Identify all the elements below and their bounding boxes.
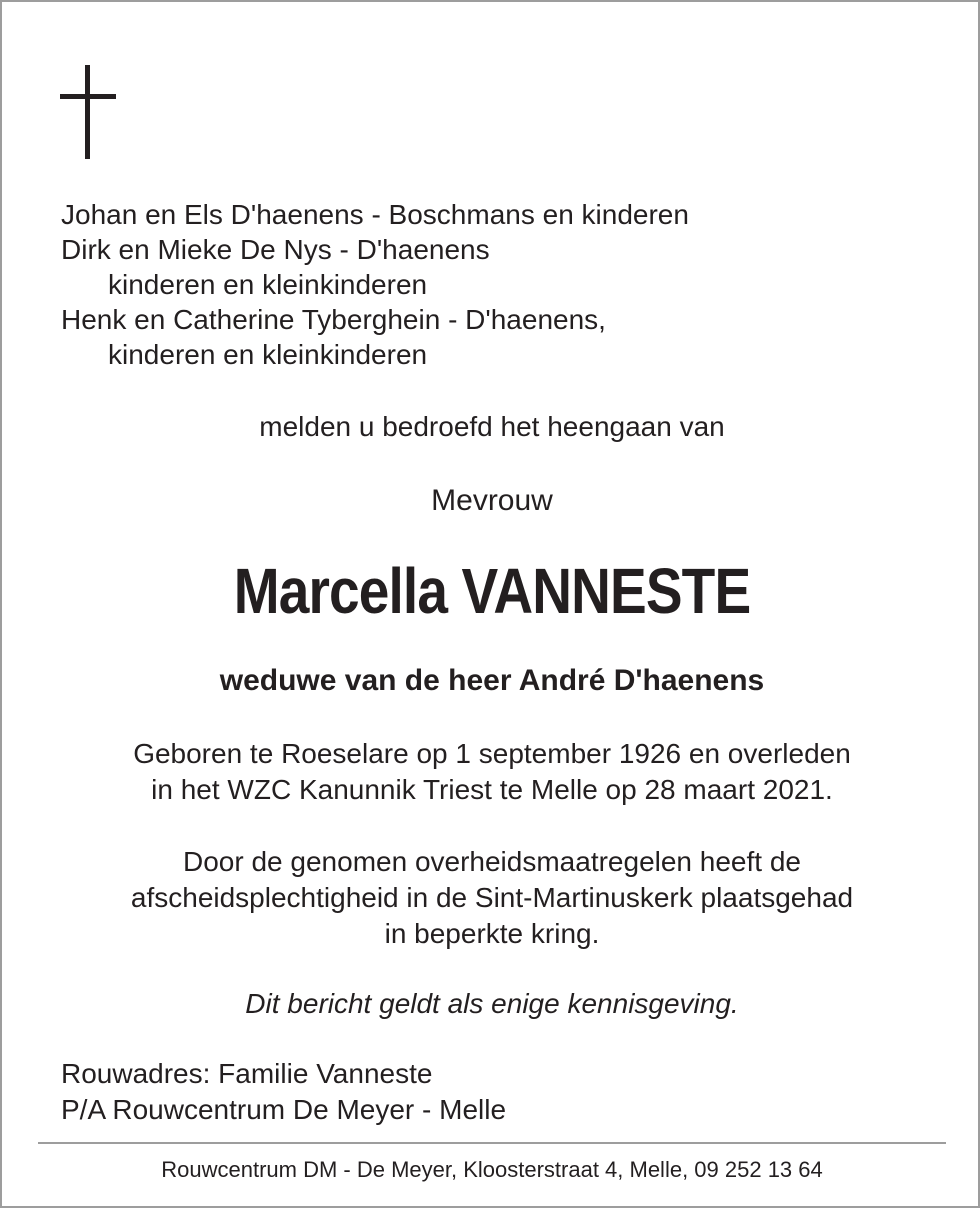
cross-icon <box>60 65 116 159</box>
family-line: Johan en Els D'haenens - Boschmans en kinderen <box>61 199 689 230</box>
birth-death-line: in het WZC Kanunnik Triest te Melle op 28 maart 2021. <box>151 774 833 805</box>
family-line: Dirk en Mieke De Nys - D'haenens <box>61 234 490 265</box>
funeral-info <box>2 844 980 952</box>
funeral-home-footer: Rouwcentrum DM - De Meyer, Kloosterstraat 4, Melle, 09 252 13 64 <box>161 1157 823 1182</box>
address-line: P/A Rouwcentrum De Meyer - Melle <box>61 1094 507 1125</box>
birth-death-info <box>2 736 980 808</box>
mourning-address <box>61 1056 506 1128</box>
funeral-line: in beperkte kring. <box>384 918 600 949</box>
notice-text: Dit bericht geldt als enige kennisgeving. <box>245 988 739 1019</box>
funeral-line: afscheidsplechtigheid in de Sint-Martinuskerk plaatsgehad <box>130 882 854 913</box>
birth-death-line: Geboren te Roeselare op 1 september 1926 en overleden <box>133 738 851 769</box>
address-line: Rouwadres: Familie Vanneste <box>61 1058 433 1089</box>
funeral-line: Door de genomen overheidsmaatregelen heeft de <box>183 846 801 877</box>
footer-divider <box>38 1142 946 1144</box>
family-line: kinderen en kleinkinderen <box>108 339 428 370</box>
family-list <box>61 197 941 372</box>
widow-of: weduwe van de heer André D'haenens <box>219 664 765 697</box>
deceased-name: Marcella VANNESTE <box>233 555 751 627</box>
family-line: kinderen en kleinkinderen <box>108 269 428 300</box>
family-line: Henk en Catherine Tyberghein - D'haenens, <box>61 304 606 335</box>
honorific-title: Mevrouw <box>431 484 553 517</box>
announcement: melden u bedroefd het heengaan van <box>259 411 725 442</box>
